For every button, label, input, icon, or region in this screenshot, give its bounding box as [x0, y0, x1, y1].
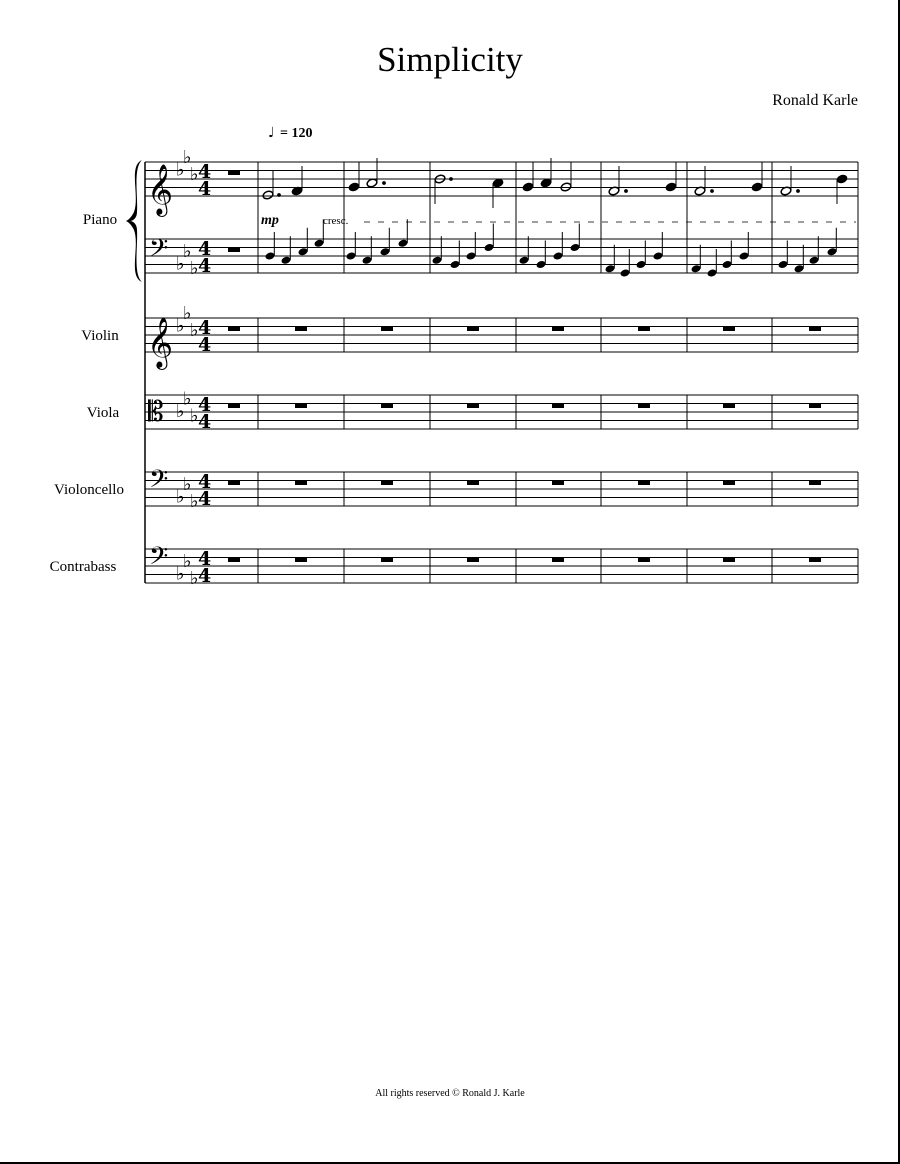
dynamic-mp: mp	[261, 213, 279, 228]
whole-rests	[228, 171, 821, 563]
flat-icon: ♭	[176, 159, 185, 181]
tempo-text: = 120	[280, 126, 313, 141]
whole-rest	[228, 404, 240, 409]
whole-rest	[467, 327, 479, 332]
whole-rest	[381, 558, 393, 563]
treble-clef-icon: 𝄞	[147, 317, 174, 368]
time-signature-bottom: 4	[198, 411, 212, 433]
flat-icon: ♭	[190, 567, 199, 589]
time-signature-bottom: 4	[198, 334, 212, 356]
whole-rest	[723, 404, 735, 409]
whole-rest	[638, 481, 650, 486]
time-signature-bottom: 4	[198, 565, 212, 587]
flat-icon: ♭	[183, 473, 192, 495]
flat-icon: ♭	[183, 146, 192, 168]
piano-right-hand-notes	[262, 158, 848, 208]
whole-rest	[295, 327, 307, 332]
tempo-note-glyph: ♩	[268, 125, 275, 141]
piano-brace	[126, 160, 142, 282]
alto-clef-icon: 𝄡	[148, 395, 164, 428]
whole-rest	[381, 327, 393, 332]
flat-icon: ♭	[183, 550, 192, 572]
key-signatures	[176, 147, 199, 589]
whole-rest	[809, 404, 821, 409]
flat-icon: ♭	[176, 315, 185, 337]
whole-rest	[552, 404, 564, 409]
time-signature-top: 4	[198, 394, 212, 416]
treble-clef-icon: 𝄞	[147, 164, 174, 215]
whole-rest	[723, 558, 735, 563]
bass-clef-icon: 𝄢	[149, 234, 169, 269]
whole-rest	[638, 327, 650, 332]
whole-rest	[723, 327, 735, 332]
staff-lines	[145, 159, 858, 583]
composer-name: Ronald Karle	[772, 92, 858, 109]
score-title: Simplicity	[377, 40, 523, 79]
time-signature-top: 4	[198, 548, 212, 570]
flat-icon: ♭	[190, 490, 199, 512]
time-signature-top: 4	[198, 317, 212, 339]
copyright-footer: All rights reserved © Ronald J. Karle	[375, 1088, 525, 1099]
flat-icon: ♭	[183, 388, 192, 410]
whole-rest	[228, 558, 240, 563]
flat-icon: ♭	[183, 240, 192, 262]
whole-rest	[723, 481, 735, 486]
instrument-label-viola: Viola	[86, 405, 120, 421]
flat-icon: ♭	[176, 486, 185, 508]
flat-icon: ♭	[190, 405, 199, 427]
whole-rest	[467, 558, 479, 563]
whole-rest	[228, 481, 240, 486]
whole-rest	[467, 481, 479, 486]
bass-clef-icon: 𝄢	[149, 465, 169, 500]
instrument-label-violoncello: Violoncello	[54, 482, 124, 498]
flat-icon: ♭	[176, 563, 185, 585]
time-signatures	[198, 161, 211, 587]
flat-icon: ♭	[190, 319, 199, 341]
piano-left-hand-quarter-notes	[265, 219, 838, 277]
flat-icon: ♭	[190, 257, 199, 279]
whole-rest	[467, 404, 479, 409]
flat-icon: ♭	[183, 302, 192, 324]
whole-rest	[809, 558, 821, 563]
whole-rest	[295, 558, 307, 563]
time-signature-bottom: 4	[198, 178, 212, 200]
whole-rest	[228, 248, 240, 253]
whole-rest	[809, 327, 821, 332]
whole-rest	[552, 327, 564, 332]
time-signature-bottom: 4	[198, 255, 212, 277]
whole-rest	[552, 558, 564, 563]
whole-rest	[552, 481, 564, 486]
whole-rest	[295, 481, 307, 486]
flat-icon: ♭	[190, 163, 199, 185]
whole-rest	[295, 404, 307, 409]
dynamic-cresc: cresc.	[323, 215, 349, 227]
instrument-label-contrabass: Contrabass	[49, 559, 117, 575]
flat-icon: ♭	[176, 253, 185, 275]
whole-rest	[638, 558, 650, 563]
whole-rest	[381, 404, 393, 409]
whole-rest	[809, 481, 821, 486]
whole-rest	[381, 481, 393, 486]
time-signature-bottom: 4	[198, 488, 212, 510]
instrument-label-violin: Violin	[81, 328, 119, 344]
flat-icon: ♭	[176, 401, 185, 422]
time-signature-top: 4	[198, 238, 212, 260]
time-signature-top: 4	[198, 471, 212, 493]
whole-rest	[228, 171, 240, 176]
bass-clef-icon: 𝄢	[149, 542, 169, 577]
time-signature-top: 4	[198, 161, 212, 183]
whole-rest	[638, 404, 650, 409]
instrument-label-piano: Piano	[82, 212, 118, 228]
whole-rest	[228, 327, 240, 332]
